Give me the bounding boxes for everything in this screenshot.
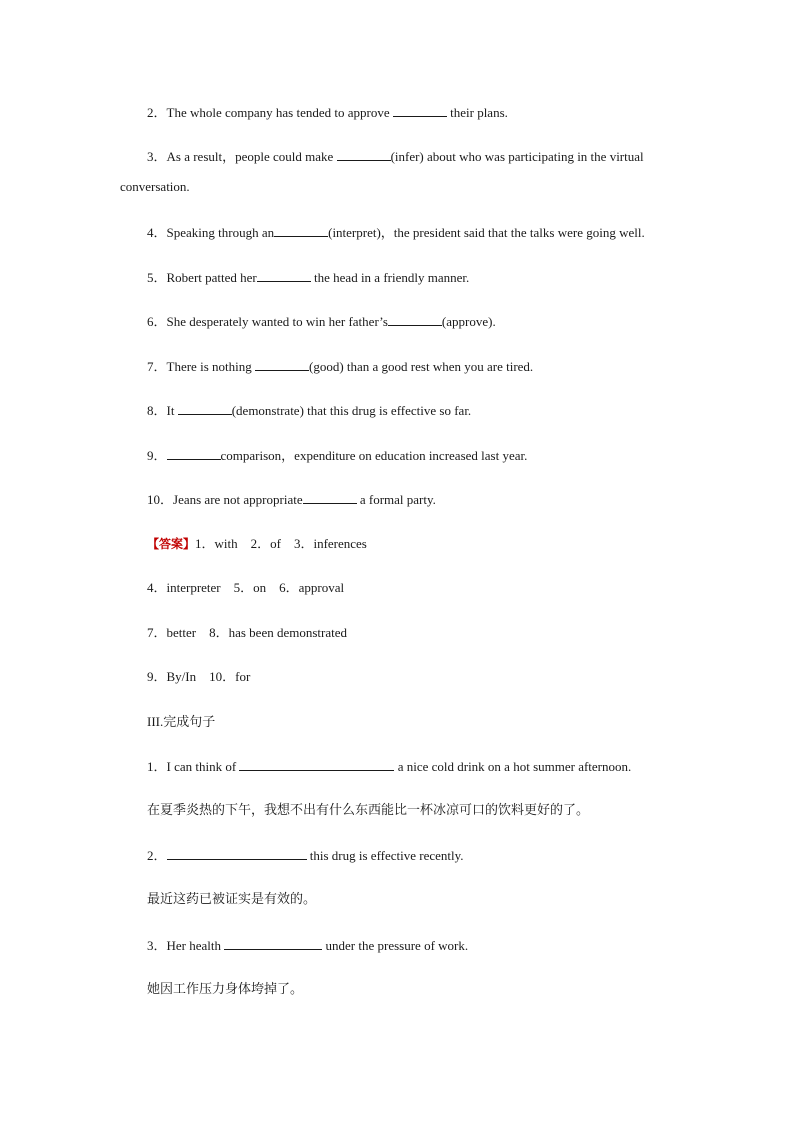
exercise-number: 3． bbox=[147, 149, 167, 164]
exercise-text-post: (good) than a good rest when you are tired. bbox=[308, 359, 534, 374]
exercise-number: 7． bbox=[147, 359, 167, 374]
answer-blank[interactable] bbox=[167, 447, 221, 460]
sentence-3-translation: 她因工作压力身体垮掉了。 bbox=[147, 982, 304, 997]
answers-line-1 bbox=[147, 536, 367, 552]
sentence-2-translation: 最近这药已被证实是有效的。 bbox=[147, 892, 317, 907]
answer-blank[interactable] bbox=[167, 847, 307, 860]
sentence-text-pre: Her health bbox=[166, 938, 225, 953]
exercise-text-post: (demonstrate) that this drug is effective so far. bbox=[231, 403, 472, 418]
sentence-text-post: under the pressure of work. bbox=[322, 938, 469, 953]
exercise-text-post: (infer) about who was participating in the virtual bbox=[390, 149, 644, 164]
exercise-9 bbox=[147, 447, 527, 464]
exercise-text-pre: The whole company has tended to approve bbox=[166, 105, 393, 120]
exercise-number: 4． bbox=[147, 225, 167, 240]
sentence-number: 1． bbox=[147, 759, 167, 774]
sentence-text-post: this drug is effective recently. bbox=[306, 848, 464, 863]
exercise-text-pre: There is nothing bbox=[166, 359, 255, 374]
exercise-text-pre: She desperately wanted to win her father’s bbox=[166, 314, 388, 329]
exercise-number: 9． bbox=[147, 448, 167, 463]
answers-line-2: 4．interpreter 5．on 6．approval bbox=[147, 580, 345, 595]
exercise-3 bbox=[147, 148, 644, 165]
exercise-text-post: the head in a friendly manner. bbox=[310, 270, 470, 285]
exercise-number: 8． bbox=[147, 403, 167, 418]
answer-blank[interactable] bbox=[255, 358, 309, 371]
exercise-5 bbox=[147, 269, 469, 286]
sentence-2 bbox=[147, 847, 464, 864]
exercise-8 bbox=[147, 402, 471, 419]
exercise-4 bbox=[147, 224, 645, 241]
exercise-text-pre: Speaking through an bbox=[166, 225, 275, 240]
answer-blank[interactable] bbox=[393, 104, 447, 117]
exercise-text-pre: As a result，people could make bbox=[166, 149, 337, 164]
exercise-2 bbox=[147, 104, 508, 121]
answers-text: 1．with 2．of 3．inferences bbox=[195, 536, 367, 551]
sentence-1 bbox=[147, 758, 631, 775]
answer-blank[interactable] bbox=[178, 402, 232, 415]
exercise-text-pre: Jeans are not appropriate bbox=[173, 492, 303, 507]
exercise-text-pre: Robert patted her bbox=[166, 270, 257, 285]
exercise-text-post: (approve). bbox=[441, 314, 496, 329]
exercise-6 bbox=[147, 313, 496, 330]
exercise-text-post: (interpret)，the president said that the talks were going well. bbox=[328, 225, 645, 240]
exercise-number: 2． bbox=[147, 105, 167, 120]
sentence-number: 3． bbox=[147, 938, 167, 953]
answers-line-3: 7．better 8．has been demonstrated bbox=[147, 625, 347, 640]
exercise-3-continuation: conversation. bbox=[120, 179, 190, 194]
answers-line-4: 9．By/In 10．for bbox=[147, 669, 251, 684]
exercise-number: 10． bbox=[147, 492, 174, 507]
sentence-text-post: a nice cold drink on a hot summer afternoon. bbox=[394, 759, 632, 774]
exercise-text-post: a formal party. bbox=[356, 492, 436, 507]
exercise-text-post: their plans. bbox=[446, 105, 508, 120]
answer-key-label: 【答案】 bbox=[147, 537, 196, 551]
answer-blank[interactable] bbox=[257, 269, 311, 282]
answer-blank[interactable] bbox=[274, 224, 328, 237]
answer-blank[interactable] bbox=[224, 937, 322, 950]
answer-blank[interactable] bbox=[337, 148, 391, 161]
section-title: III.完成句子 bbox=[147, 714, 216, 729]
exercise-number: 5． bbox=[147, 270, 167, 285]
exercise-text-post: comparison，expenditure on education increased last year. bbox=[220, 448, 528, 463]
answer-blank[interactable] bbox=[303, 491, 357, 504]
sentence-text-pre: I can think of bbox=[166, 759, 240, 774]
sentence-number: 2． bbox=[147, 848, 167, 863]
answer-blank[interactable] bbox=[388, 313, 442, 326]
exercise-10 bbox=[147, 491, 436, 508]
sentence-1-translation: 在夏季炎热的下午，我想不出有什么东西能比一杯冰凉可口的饮料更好的了。 bbox=[147, 803, 590, 818]
answer-blank[interactable] bbox=[239, 758, 394, 771]
exercise-7 bbox=[147, 358, 533, 375]
sentence-3 bbox=[147, 937, 468, 954]
exercise-number: 6． bbox=[147, 314, 167, 329]
exercise-text-pre: It bbox=[166, 403, 178, 418]
